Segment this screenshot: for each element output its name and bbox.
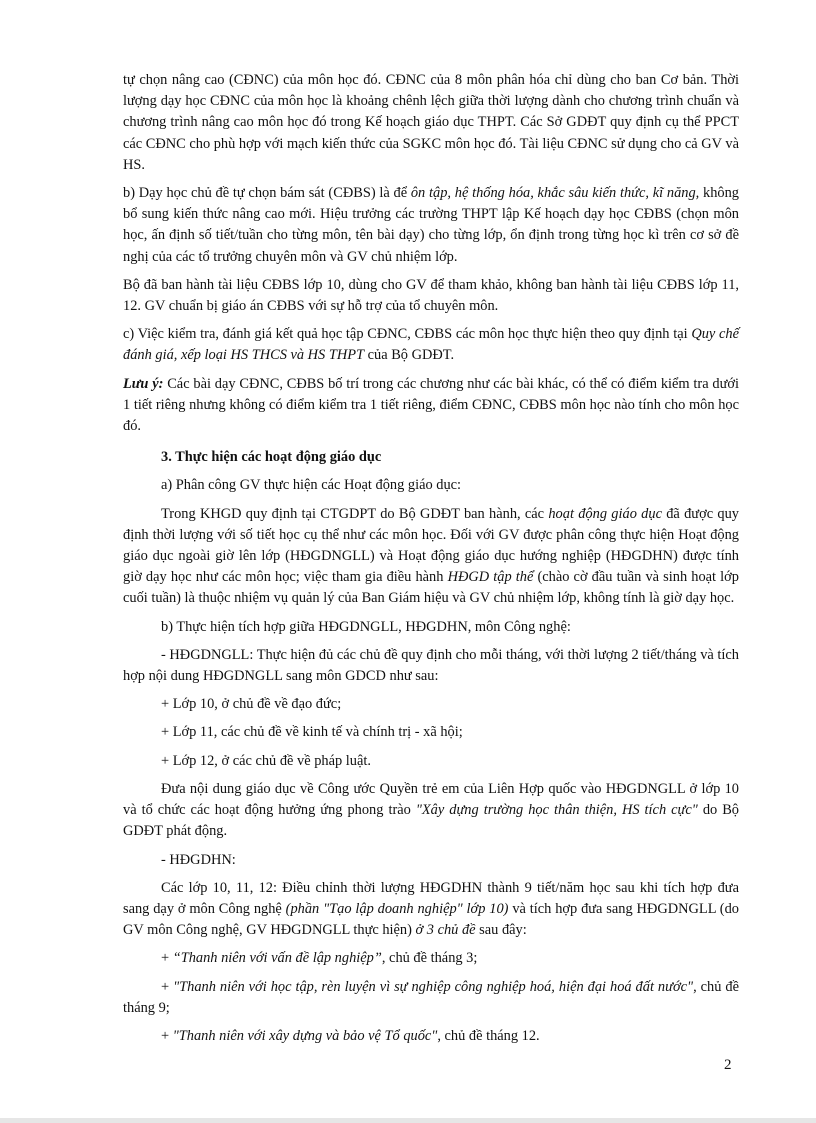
list-item: + “Thanh niên với vấn đề lập nghiệp”, chủ đề tháng 3;	[161, 950, 478, 967]
list-item: + "Thanh niên với xây dựng và bảo vệ Tổ quốc", chủ đề tháng 12.	[161, 1027, 540, 1044]
page-number: 2	[724, 1057, 732, 1073]
paragraph-convention: Đưa nội dung giáo dục về Công ước Quyền trẻ em của Liên Hợp quốc vào HĐGDNGLL ở lớp 10 và tổ chức các hoạt động hưởng ứng phong trào "Xây dựng trường học thân thiện, HS tích cực" do Bộ GDĐT phát động.	[123, 780, 740, 840]
section-heading: 3. Thực hiện các hoạt động giáo dục	[161, 449, 382, 466]
paragraph-assign-teachers: a) Phân công GV thực hiện các Hoạt động giáo dục:	[161, 477, 462, 494]
paragraph-hdgdhn: Các lớp 10, 11, 12: Điều chỉnh thời lượng HĐGDHN thành 9 tiết/năm học sau khi tích hợp đưa sang dạy ở môn Công nghệ (phần "Tạo lập doanh nghiệp" lớp 10) và tích hợp đưa sang HĐGDNGLL (do GV môn Công nghệ, GV HĐGDNGLL thực hiện) ở 3 chủ đề sau đây:	[123, 879, 739, 939]
list-item: + "Thanh niên với học tập, rèn luyện vì sự nghiệp công nghiệp hoá, hiện đại hoá đất nước", chủ đề tháng 9;	[123, 978, 740, 1016]
list-item: + Lớp 10, ở chủ đề về đạo đức;	[161, 696, 342, 713]
paragraph-assessment: c) Việc kiểm tra, đánh giá kết quả học tập CĐNC, CĐBS các môn học thực hiện theo quy định tại Quy chế đánh giá, xếp loại HS THCS và HS THPT của Bộ GDĐT.	[123, 326, 739, 364]
body-text	[123, 70, 739, 1047]
paragraph-cdnc: tự chọn nâng cao (CĐNC) của môn học đó. CĐNC của 8 môn phân hóa chỉ dùng cho ban Cơ bản. Thời lượng dạy học CĐNC của môn học là khoảng chênh lệch giữa thời lượng dành cho chương trình chuẩn và chương trình nâng cao môn học đó trong Kế hoạch giáo dục THPT. Các Sở GDĐT quy định cụ thể PPCT các CĐNC cho phù hợp với mạch kiến thức của SGKC môn học đó. Tài liệu CĐNC sử dụng cho cả GV và HS.	[123, 72, 739, 173]
paragraph-integration: b) Thực hiện tích hợp giữa HĐGDNGLL, HĐGDHN, môn Công nghệ:	[161, 618, 571, 635]
paragraph-cdbs: b) Dạy học chủ đề tự chọn bám sát (CĐBS) là để ôn tập, hệ thống hóa, khắc sâu kiến thức, kĩ năng, không bổ sung kiến thức nâng cao mới. Hiệu trưởng các trường THPT lập Kế hoạch dạy học CĐBS (chọn môn học, ấn định số tiết/tuần cho từng môn, tên bài dạy) cho từng lớp, ổn định trong từng học kì trên cơ sở đề nghị của các tổ trưởng chuyên môn và GV chủ nhiệm lớp.	[123, 185, 739, 265]
list-item: + Lớp 12, ở các chủ đề về pháp luật.	[161, 752, 371, 769]
paragraph-khgd: Trong KHGD quy định tại CTGDPT do Bộ GDĐT ban hành, các hoạt động giáo dục đã được quy định thời lượng với số tiết học cụ thể như các môn học. Đối với GV được phân công thực hiện Hoạt động giáo dục ngoài giờ lên lớp (HĐGDNGLL) và Hoạt động giáo dục hướng nghiệp (HĐGDHN) được tính giờ dạy học như các môn học; việc tham gia điều hành HĐGD tập thể (chào cờ đầu tuần và sinh hoạt lớp cuối tuần) là thuộc nhiệm vụ quản lý của Ban Giám hiệu và GV chủ nhiệm lớp, không tính là giờ dạy học.	[123, 505, 739, 607]
paragraph-hdgdngll: - HĐGDNGLL: Thực hiện đủ các chủ đề quy định cho mỗi tháng, với thời lượng 2 tiết/tháng và tích hợp nội dung HĐGDNGLL sang môn GDCD như sau:	[123, 646, 739, 685]
paragraph-hdgdhn-label: - HĐGDHN:	[161, 851, 236, 868]
paragraph-cdbs-materials: Bộ đã ban hành tài liệu CĐBS lớp 10, dùng cho GV để tham khảo, không ban hành tài liệu CĐBS lớp 11, 12. GV chuẩn bị giáo án CĐBS với sự hỗ trợ của tổ chuyên môn.	[123, 276, 739, 315]
paragraph-note: Lưu ý: Các bài dạy CĐNC, CĐBS bố trí trong các chương như các bài khác, có thể có điểm kiểm tra dưới 1 tiết riêng nhưng không có điểm kiểm tra 1 tiết riêng, điểm CĐNC, CĐBS môn học nào tính cho môn học đó.	[123, 375, 739, 435]
page-bottom-edge	[0, 1118, 816, 1123]
list-item: + Lớp 11, các chủ đề về kinh tế và chính trị - xã hội;	[161, 724, 463, 741]
